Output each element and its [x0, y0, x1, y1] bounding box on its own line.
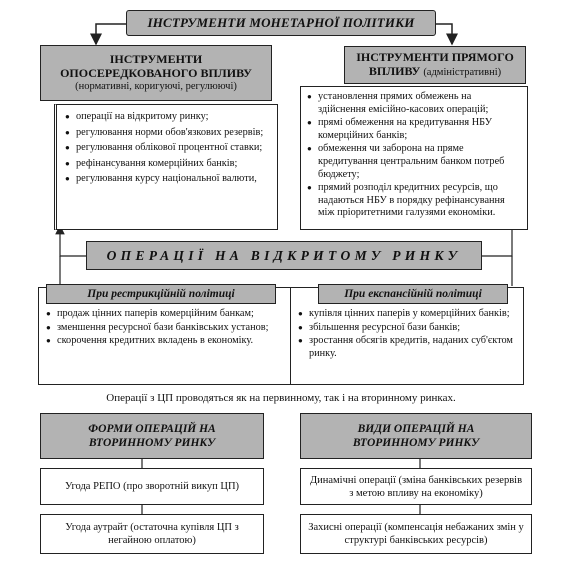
expansive-item: ● збільшення ресурсної бази банків; — [296, 322, 520, 335]
restrictive-item: ● зменшення ресурсної бази банківських установ; — [44, 322, 284, 335]
forms-header — [40, 413, 264, 459]
direct-item: ● прямий розподіл кредитних ресурсів, що надаються НБУ в порядку рефінансування між пріоритетними галузями економіки. — [305, 182, 521, 220]
indirect-item: ● рефінансування комерційних банків; — [63, 158, 271, 171]
operations-banner-text: ОПЕРАЦІЇ НА ВІДКРИТОМУ РИНКУ — [106, 247, 462, 263]
expansive-tag — [318, 284, 508, 304]
expansive-item: ● купівля цінних паперів у комерційних банків; — [296, 308, 520, 321]
kinds-header — [300, 413, 532, 459]
restrictive-label: При рестрикційній політиці — [87, 288, 235, 300]
forms-item-text: Угода РЕПО (про зворотній викуп ЦП) — [64, 481, 240, 492]
indirect-item: ● операції на відкритому ринку; — [63, 111, 271, 124]
kinds-item-protective — [300, 514, 532, 554]
note-text: Операції з ЦП проводяться як на первинному, так і на вторинному ринках. — [106, 392, 456, 404]
direct-header — [344, 46, 526, 84]
page-title — [126, 10, 436, 36]
kinds-item-dynamic — [300, 468, 532, 505]
forms-item-outright — [40, 514, 264, 554]
direct-item: ● установлення прямих обмежень на здійснення емісійно-касових операцій; — [305, 91, 521, 116]
indirect-header — [40, 45, 272, 101]
indirect-item: ● регулювання облікової процентної ставки; — [63, 142, 271, 155]
restrictive-list — [44, 308, 284, 349]
restrictive-item: ● продаж цінних паперів комерційним банкам; — [44, 308, 284, 321]
indirect-title-line1: ІНСТРУМЕНТИ — [109, 52, 203, 66]
direct-title-line1: ІНСТРУМЕНТИ ПРЯМОГО — [356, 50, 514, 64]
direct-item: ● прямі обмеження на кредитування НБУ комерційних банків; — [305, 117, 521, 142]
forms-item-repo — [40, 468, 264, 505]
restrictive-tag — [46, 284, 276, 304]
expansive-list — [296, 308, 520, 361]
kinds-item-text: Динамічні операції (зміна банківських резервів з метою впливу на економіку) — [309, 474, 523, 499]
forms-item-text: Угода аутрайт (остаточна купівля ЦП з негайною оплатою) — [65, 522, 239, 546]
expansive-label: При експансійній політиці — [344, 288, 482, 300]
direct-title-line2: ВПЛИВУ — [368, 64, 421, 78]
indirect-subtitle: (нормативні, коригуючі, регулюючі) — [75, 81, 237, 92]
indirect-item: ● регулювання норми обов'язкових резервів; — [63, 127, 271, 140]
direct-subtitle: (адміністративні) — [423, 67, 502, 78]
operations-divider — [290, 287, 291, 385]
expansive-item: ● зростання обсягів кредитів, наданих суб'єктом ринку. — [296, 335, 520, 360]
page-title-text: ІНСТРУМЕНТИ МОНЕТАРНОЇ ПОЛІТИКИ — [147, 15, 415, 30]
kinds-item-text: Захисні операції (компенсація небажаних змін у структурі банківських ресурсів) — [308, 522, 524, 546]
direct-list-box — [300, 86, 528, 230]
indirect-list-box — [54, 104, 278, 230]
operations-banner — [86, 241, 482, 270]
restrictive-item: ● скорочення кредитних вкладень в економіку. — [44, 335, 284, 348]
direct-item: ● обмеження чи заборона на пряме кредитування центральним банком потреб бюджету; — [305, 143, 521, 181]
kinds-title: ВИДИ ОПЕРАЦІЙ НА ВТОРИННОМУ РИНКУ — [352, 423, 480, 449]
forms-title: ФОРМИ ОПЕРАЦІЙ НА ВТОРИННОМУ РИНКУ — [88, 423, 216, 449]
indirect-item: ● регулювання курсу національної валюти, — [63, 173, 271, 186]
indirect-title-line2: ОПОСЕРЕДКОВАНОГО ВПЛИВУ — [60, 66, 252, 80]
